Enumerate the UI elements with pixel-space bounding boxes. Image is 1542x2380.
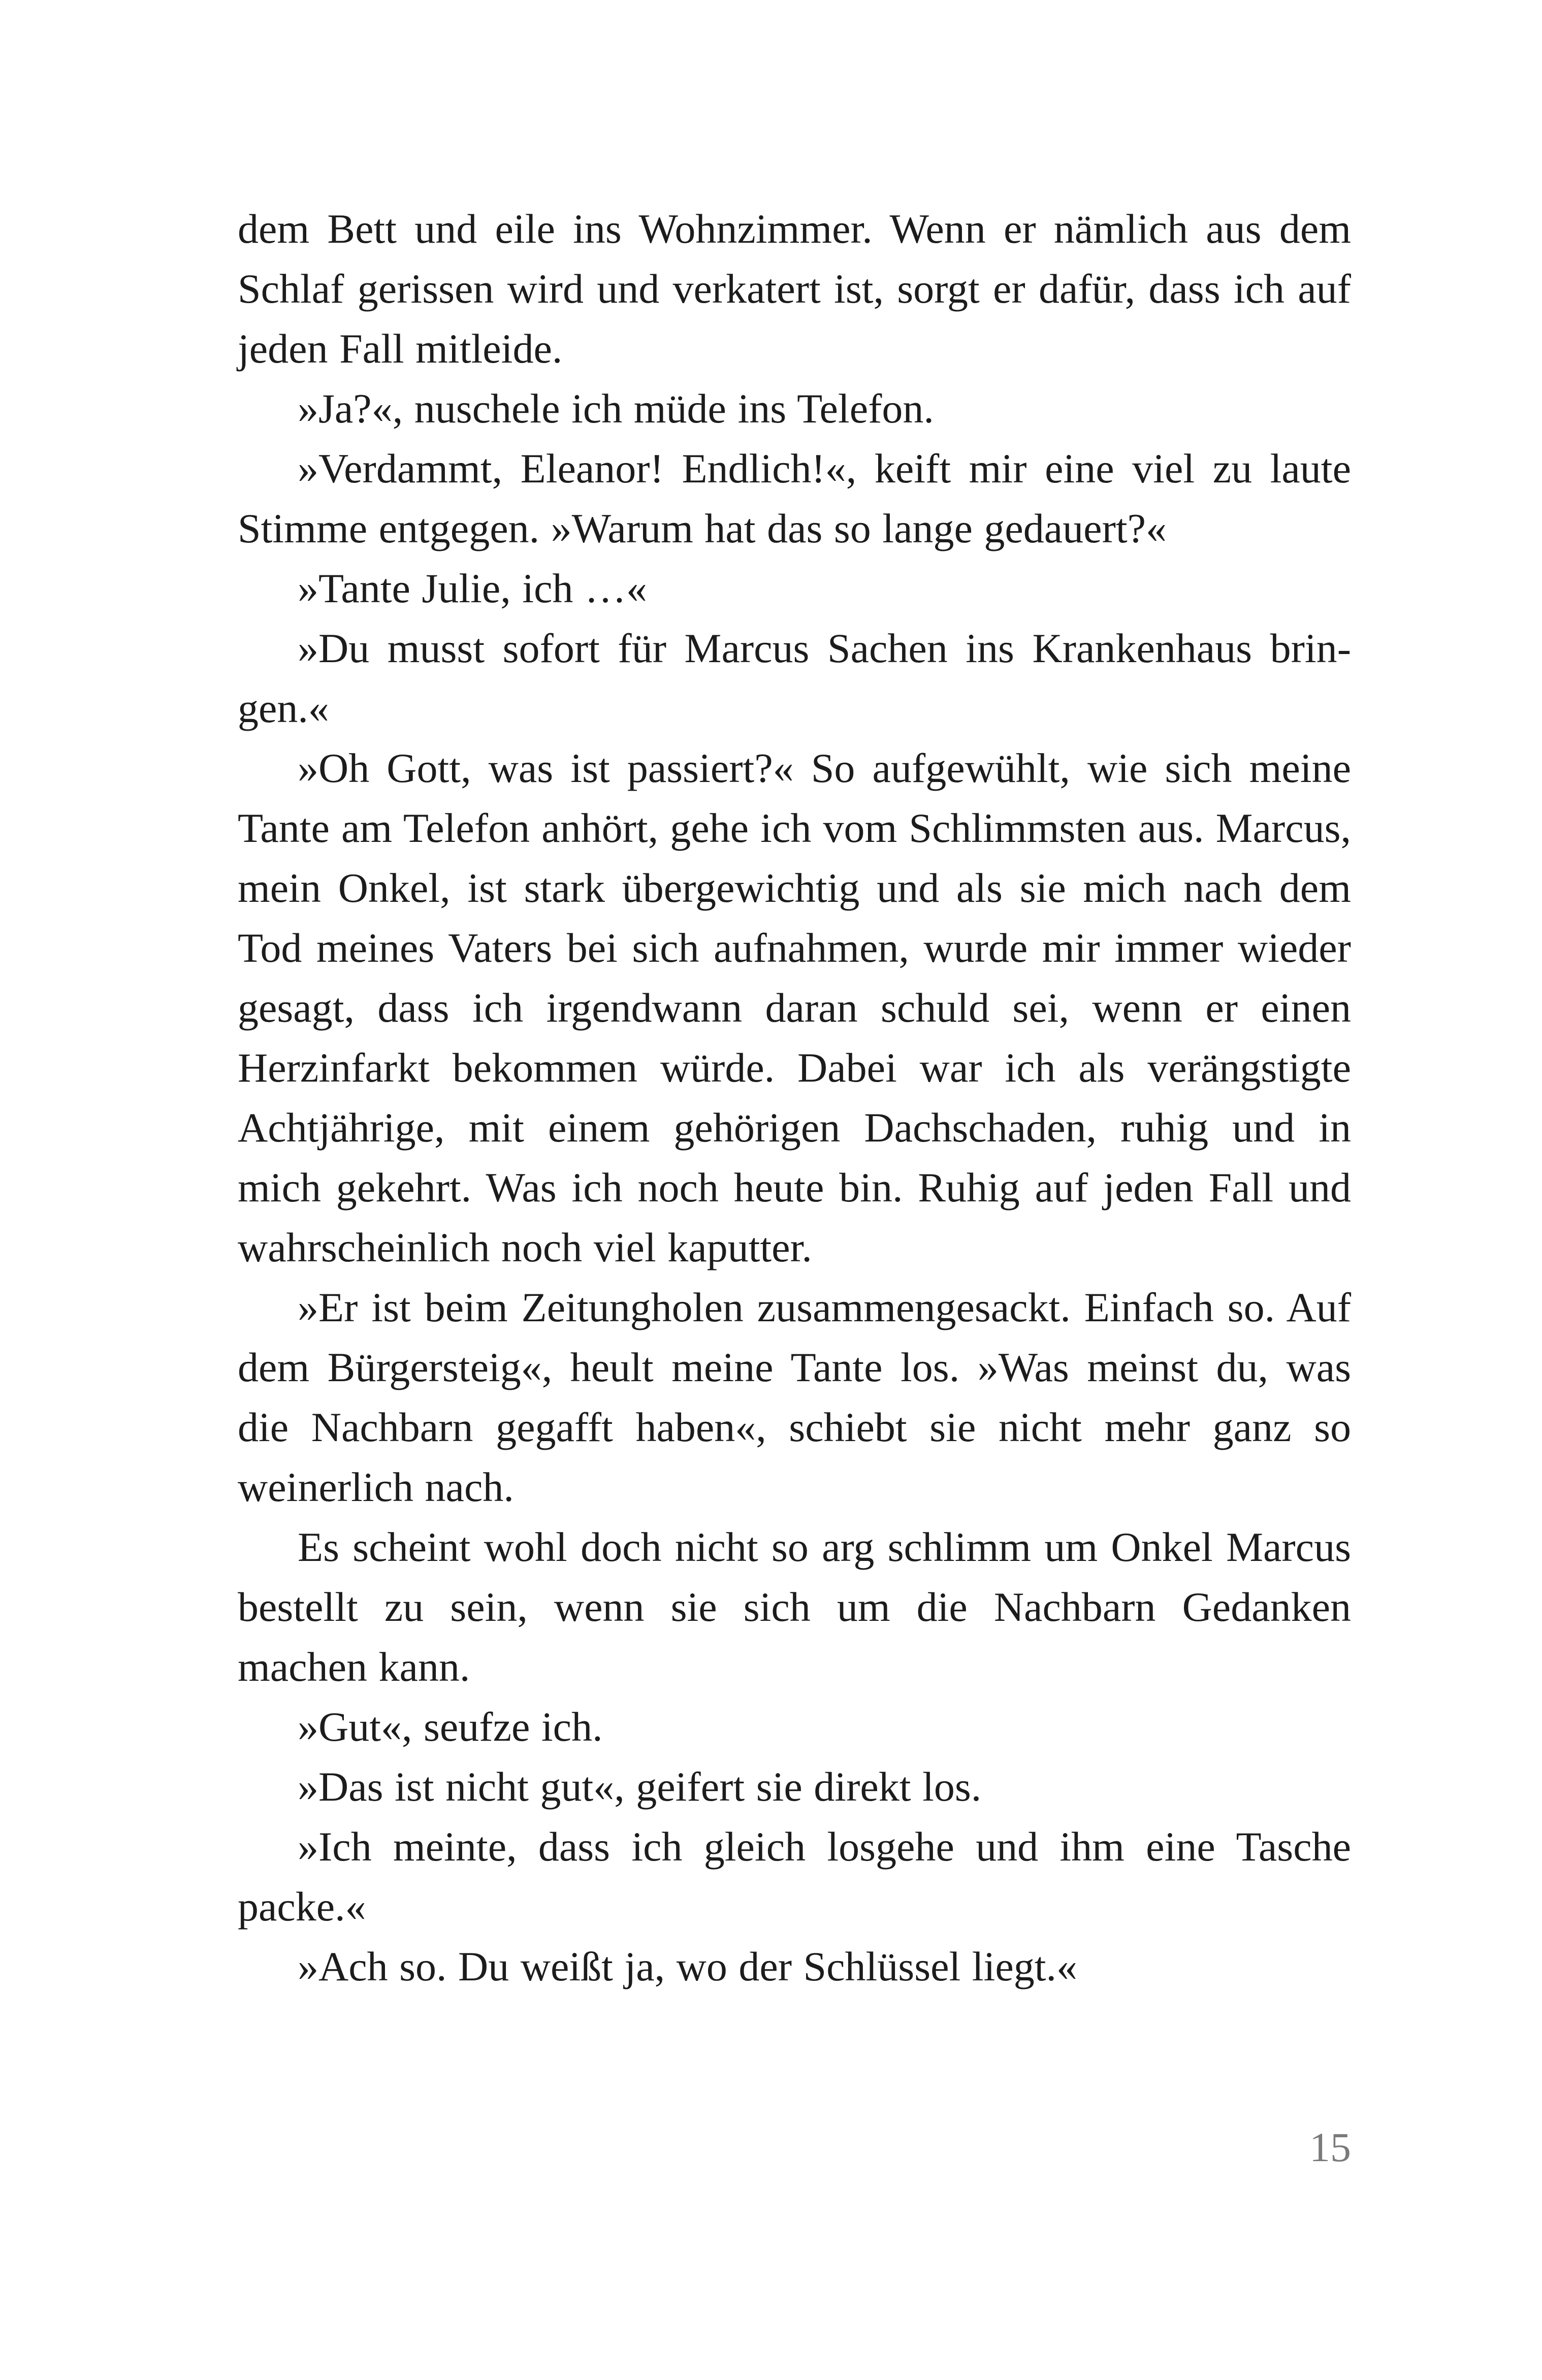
paragraph: »Verdammt, Eleanor! Endlich!«, keift mir eine viel zu laute Stimme entgegen. »Warum hat das so lange gedauert?« bbox=[238, 445, 1351, 551]
paragraph: »Das ist nicht gut«, geifert sie direkt los. bbox=[298, 1764, 982, 1810]
paragraph: »Gut«, seufze ich. bbox=[298, 1704, 603, 1750]
paragraph: »Ich meinte, dass ich gleich losgehe und ihm eine Tasche packe.« bbox=[238, 1823, 1351, 1930]
paragraph: »Ja?«, nuschele ich müde ins Telefon. bbox=[298, 385, 934, 432]
paragraph: »Oh Gott, was ist passiert?« So aufgewühlt, wie sich meine Tante am Telefon anhört, gehe ich vom Schlimmsten aus. Marcus, mein Onkel, ist stark übergewichtig und als sie mich nach dem Tod meines Vaters bei sich aufnahmen, wurde mir immer wieder gesagt, dass ich irgendwann daran schuld sei, wenn er einen Herzinfarkt bekommen würde. Dabei war ich als verängstigte Achtjährige, mit einem gehörigen Dachschaden, ruhig und in mich gekehrt. Was ich noch heute bin. Ruhig auf jeden Fall und wahrscheinlich noch viel kaputter. bbox=[238, 745, 1351, 1270]
body-text bbox=[238, 199, 1351, 1997]
paragraph: dem Bett und eile ins Wohnzimmer. Wenn er nämlich aus dem Schlaf gerissen wird und verkatert ist, sorgt er dafür, dass ich auf jeden Fall mitleide. bbox=[238, 206, 1351, 372]
page-number: 15 bbox=[1309, 2124, 1351, 2170]
paragraph: »Ach so. Du weißt ja, wo der Schlüssel liegt.« bbox=[298, 1943, 1078, 1990]
paragraph: Es scheint wohl doch nicht so arg schlimm um Onkel Marcus bestellt zu sein, wenn sie sich um die Nachbarn Gedanken machen kann. bbox=[238, 1524, 1351, 1690]
paragraph: »Er ist beim Zeitungholen zusammengesackt. Einfach so. Auf dem Bürgersteig«, heult meine Tante los. »Was meinst du, was die Nachbarn gegafft haben«, schiebt sie nicht mehr ganz so weinerlich nach. bbox=[238, 1284, 1351, 1510]
paragraph: »Du musst sofort für Marcus Sachen ins Krankenhaus bringen.« bbox=[238, 625, 1351, 731]
paragraph: »Tante Julie, ich …« bbox=[298, 565, 647, 611]
